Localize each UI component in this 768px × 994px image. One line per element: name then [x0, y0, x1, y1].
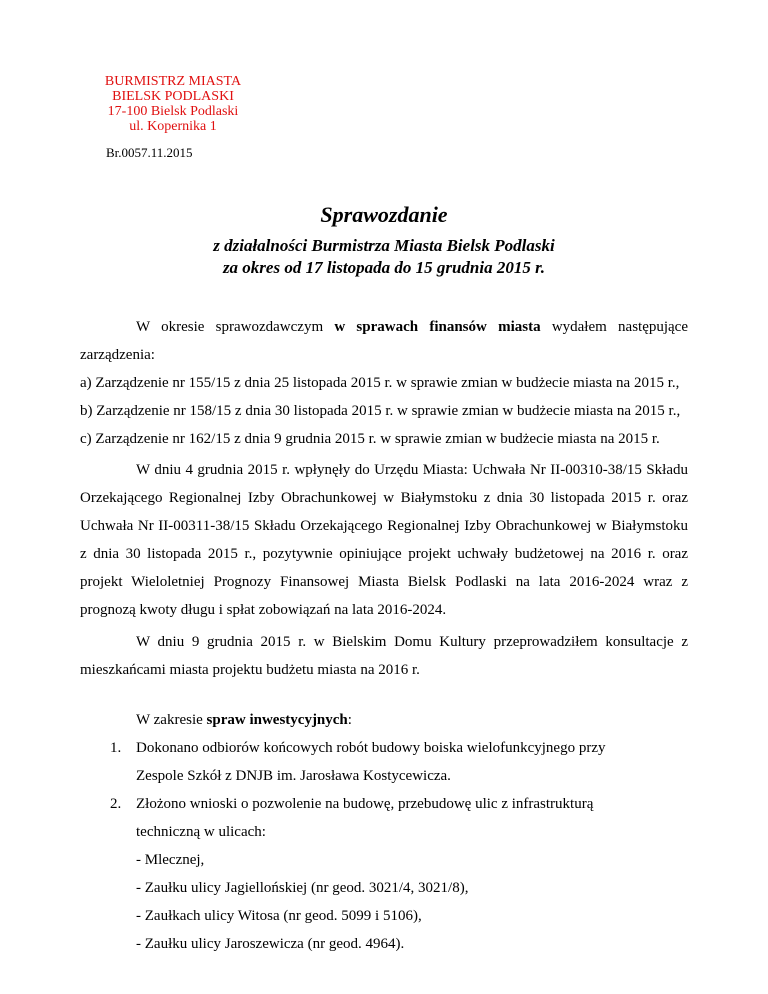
- ordinance-item: c) Zarządzenie nr 162/15 z dnia 9 grudnia 2015 r. w sprawie zmian w budżecie miasta na 2015 r.: [80, 431, 660, 447]
- investment-section: [80, 706, 688, 958]
- item-text: Złożono wnioski o pozwolenie na budowę, przebudowę ulic z infrastrukturą techniczną w ulicach:: [136, 796, 594, 840]
- office-stamp: [68, 74, 278, 134]
- investment-intro-tail: :: [347, 712, 352, 728]
- investment-item: [80, 734, 616, 790]
- document-subtitle-2: za okres od 17 listopada do 15 grudnia 2015 r.: [222, 258, 546, 277]
- investment-intro-text: W zakresie: [136, 712, 207, 728]
- item-number: 2.: [110, 796, 122, 812]
- rio-paragraph: W dniu 4 grudnia 2015 r. wpłynęły do Urzędu Miasta: Uchwała Nr II-00310-38/15 Składu Orzekającego Regionalnej Izby Obrachunkowej w Białymstoku z dnia 30 listopada 2015 r. oraz Uchwała Nr II-00311-38/15 Składu Orzekającego Regionalnej Izby Obrachunkowej w Białymstoku z dnia 30 listopada 2015 r., pozytywnie opiniujące projekt uchwały budżetowej na 2016 r. oraz projekt Wieloletniej Prognozy Finansowej Miasta Bielsk Podlaski na lata 2016-2024 wraz z prognozą kwoty długu i spłat zobowiązań na lata 2016-2024.: [80, 462, 688, 618]
- item-number: 1.: [110, 740, 122, 756]
- stamp-line-1: BURMISTRZ MIASTA: [104, 74, 242, 89]
- street-list: [136, 846, 636, 958]
- finance-intro-bold: w sprawach finansów miasta: [334, 319, 541, 335]
- investment-item: [80, 790, 636, 958]
- street-item: - Zaułku ulicy Jagiellońskiej (nr geod. 3021/4, 3021/8),: [136, 880, 469, 896]
- ordinance-list: [80, 369, 688, 453]
- finance-intro-tail: wydałem następujące zarządzenia:: [80, 319, 688, 363]
- finance-section: [80, 313, 688, 453]
- stamp-line-3: 17-100 Bielsk Podlaski: [107, 104, 239, 119]
- ordinance-item: a) Zarządzenie nr 155/15 z dnia 25 listopada 2015 r. w sprawie zmian w budżecie miasta na 2015 r.,: [80, 375, 680, 391]
- investment-intro: [80, 706, 688, 734]
- consultation-paragraph: W dniu 9 grudnia 2015 r. w Bielskim Domu Kultury przeprowadziłem konsultacje z mieszkańcami miasta projektu budżetu miasta na 2016 r.: [80, 634, 688, 678]
- ordinance-item: b) Zarządzenie nr 158/15 z dnia 30 listopada 2015 r. w sprawie zmian w budżecie miasta na 2015 r.,: [80, 403, 681, 419]
- finance-intro-text: W okresie sprawozdawczym: [136, 319, 335, 335]
- finance-intro: [80, 313, 688, 369]
- street-item: - Mlecznej,: [136, 852, 205, 868]
- document-title: Sprawozdanie: [320, 202, 448, 227]
- reference-number: Br.0057.11.2015: [106, 145, 193, 160]
- street-item: - Zaułkach ulicy Witosa (nr geod. 5099 i 5106),: [136, 908, 422, 924]
- investment-list: [80, 734, 688, 958]
- stamp-line-4: ul. Kopernika 1: [129, 119, 217, 134]
- stamp-line-2: BIELSK PODLASKI: [112, 89, 234, 104]
- street-item: - Zaułku ulicy Jaroszewicza (nr geod. 4964).: [136, 936, 405, 952]
- item-text: Dokonano odbiorów końcowych robót budowy boiska wielofunkcyjnego przy Zespole Szkół z DNJB im. Jarosława Kostycewicza.: [136, 740, 606, 784]
- investment-intro-bold: spraw inwestycyjnych: [206, 712, 348, 728]
- document-subtitle-1: z działalności Burmistrza Miasta Bielsk Podlaski: [213, 236, 555, 255]
